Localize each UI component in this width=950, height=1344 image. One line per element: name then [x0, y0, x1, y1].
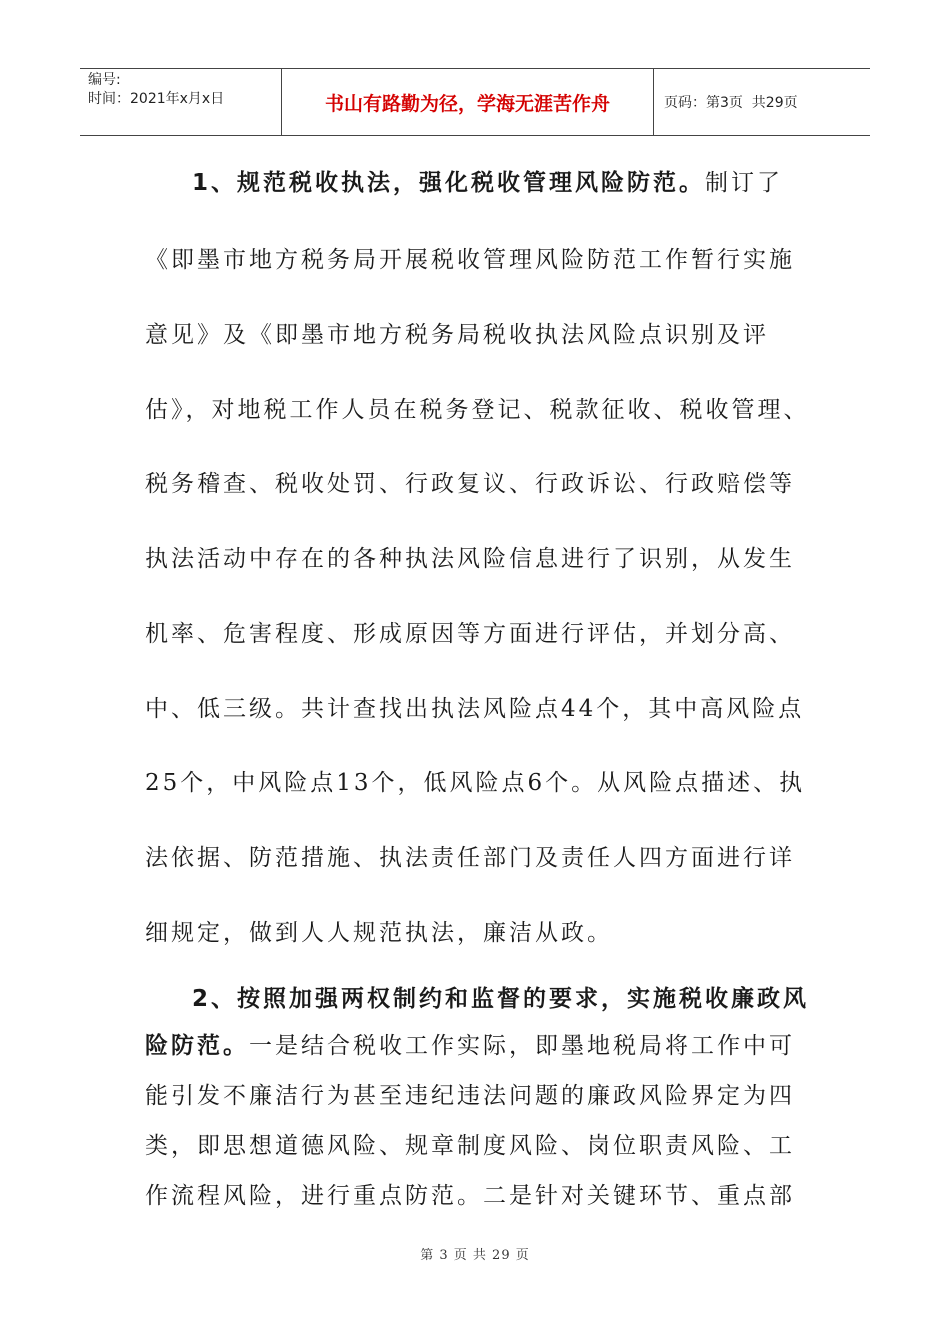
- header-page-info: [654, 69, 870, 135]
- paragraph-2-heading-line-2: 险防范。: [145, 1033, 249, 1059]
- document-date-label: 时间：2021年x月x日: [88, 91, 225, 107]
- paragraph-2-heading-line-1: 2、按照加强两权制约和监督的要求，实施税收廉政风: [192, 986, 810, 1012]
- paragraph-1-line-1-rest: 制订了: [705, 170, 784, 196]
- document-number-label: 编号:: [88, 72, 121, 88]
- paragraph-1-line-3: 意见》及《即墨市地方税务局税收执法风险点识别及评: [145, 322, 769, 348]
- paragraph-2-line-3: 能引发不廉洁行为甚至违纪违法问题的廉政风险界定为四: [145, 1083, 795, 1109]
- header-meta: [80, 69, 282, 135]
- paragraph-2-line-2-rest: 一是结合税收工作实际，即墨地税局将工作中可: [249, 1033, 795, 1059]
- paragraph-1-line-10: 法依据、防范措施、执法责任部门及责任人四方面进行详: [145, 845, 795, 871]
- paragraph-1-heading: 1、规范税收执法，强化税收管理风险防范。: [192, 170, 706, 196]
- paragraph-1-line-6: 执法活动中存在的各种执法风险信息进行了识别，从发生: [145, 546, 795, 572]
- paragraph-1-line-9: 25个，中风险点13个，低风险点6个。从风险点描述、执: [145, 770, 806, 796]
- paragraph-1-line-1: [192, 168, 783, 198]
- paragraph-2-line-4: 类，即思想道德风险、规章制度风险、岗位职责风险、工: [145, 1133, 795, 1159]
- paragraph-2-line-5: 作流程风险，进行重点防范。二是针对关键环节、重点部: [145, 1183, 795, 1209]
- paragraph-1-line-11: 细规定，做到人人规范执法，廉洁从政。: [145, 920, 613, 946]
- paragraph-1-line-5: 税务稽查、税收处罚、行政复议、行政诉讼、行政赔偿等: [145, 471, 795, 497]
- paragraph-1-line-2: 《即墨市地方税务局开展税收管理风险防范工作暂行实施: [145, 247, 795, 273]
- page-footer: 第 3 页 共 29 页: [420, 1248, 530, 1263]
- page-header: [80, 68, 870, 136]
- header-motto: 书山有路勤为径，学海无涯苦作舟: [282, 69, 654, 135]
- paragraph-1-line-4: 估》，对地税工作人员在税务登记、税款征收、税收管理、: [145, 397, 810, 423]
- paragraph-2-line-2: [145, 1031, 795, 1061]
- paragraph-1-line-8: 中、低三级。共计查找出执法风险点44个，其中高风险点: [145, 696, 805, 722]
- header-page-label: 页码：第3页 共29页: [664, 95, 798, 111]
- paragraph-1-line-7: 机率、危害程度、形成原因等方面进行评估，并划分高、: [145, 621, 795, 647]
